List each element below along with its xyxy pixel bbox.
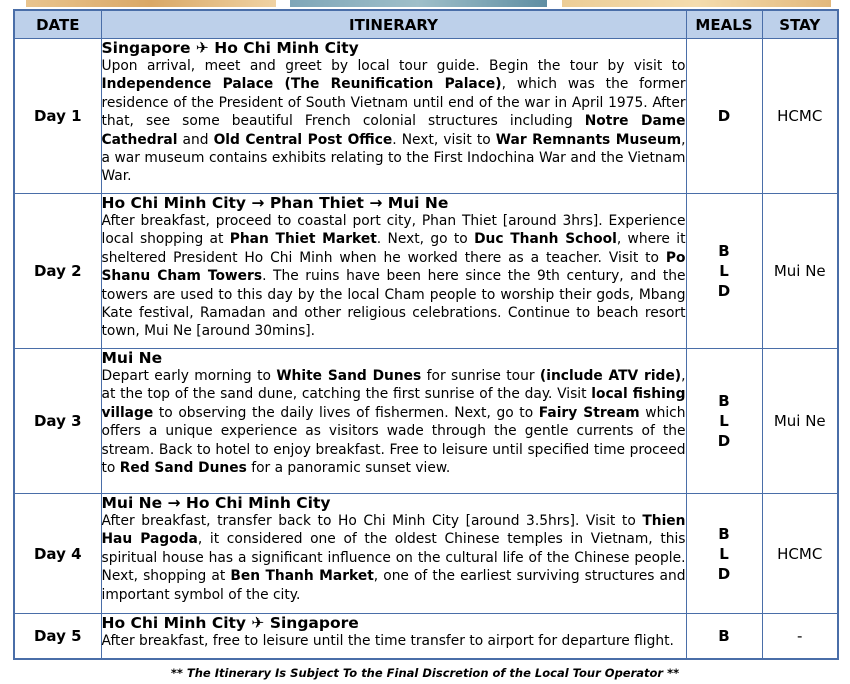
highlight-text: (include ATV ride) — [539, 368, 682, 384]
itinerary-footnote: ** The Itinerary Is Subject To the Final Discretion of the Local Tour Operator ** — [170, 666, 680, 680]
itinerary-body — [102, 632, 686, 650]
body-text: for a panoramic sunset view. — [246, 460, 451, 477]
itinerary-title: Mui Ne — [101, 349, 163, 367]
body-text: , where it sheltered President Ho Chi Minh when he worked there as a teacher. Visit to — [101, 231, 686, 266]
stay-cell: Mui Ne — [762, 194, 838, 349]
highlight-text: Thien Hau Pagoda — [101, 513, 686, 548]
body-text: to observing the daily lives of fishermen. Next, go to — [153, 404, 539, 421]
itinerary-title: Mui Ne → Ho Chi Minh City — [101, 494, 331, 512]
highlight-text: War Remnants Museum — [495, 131, 682, 148]
stay-cell: Mui Ne — [762, 349, 838, 494]
meals-cell — [686, 494, 762, 614]
meals-cell — [686, 39, 762, 194]
meal-code: L — [719, 544, 729, 563]
meal-code: B — [718, 392, 730, 410]
table-row-day-1 — [14, 39, 838, 194]
header-stay: STAY — [762, 10, 838, 39]
table-row-day-3 — [14, 349, 838, 494]
itinerary-cell — [101, 349, 686, 494]
body-text: , a war museum contains exhibits relating to the First Indochina War and the Vietnam War. — [101, 131, 686, 185]
meal-code: B — [718, 626, 730, 645]
highlight-text: Ben Thanh Market — [230, 568, 374, 585]
highlight-text: White Sand Dunes — [276, 368, 422, 384]
day-label: Day 2 — [14, 194, 101, 349]
highlight-text: Old Central Post Office — [213, 131, 393, 148]
stay-cell: HCMC — [762, 494, 838, 614]
body-text: for sunrise tour — [421, 368, 540, 384]
body-text: After breakfast, free to leisure until the time transfer to airport for departure flight. — [101, 633, 674, 649]
highlight-text: Phan Thiet Market — [229, 231, 377, 248]
header-photo-3 — [562, 0, 831, 7]
itinerary-title: Ho Chi Minh City → Phan Thiet → Mui Ne — [101, 194, 449, 212]
highlight-text: Po Shanu Cham Towers — [101, 249, 686, 285]
day-label: Day 5 — [14, 614, 101, 659]
itinerary-cell — [101, 194, 686, 349]
meals-cell — [686, 614, 762, 659]
highlight-text: Independence Palace (The Reunification Palace) — [101, 76, 502, 93]
itinerary-body — [102, 57, 686, 186]
highlight-text: Red Sand Dunes — [119, 460, 247, 477]
meal-code: B — [718, 242, 730, 260]
header-meals: MEALS — [686, 10, 762, 39]
body-text: and — [177, 131, 214, 148]
itinerary-body — [102, 512, 686, 604]
meals-cell — [686, 349, 762, 494]
stay-cell: - — [762, 614, 838, 659]
highlight-text: Fairy Stream — [538, 404, 640, 421]
meal-code: L — [719, 412, 729, 430]
meal-code: L — [719, 262, 729, 280]
itinerary-cell — [101, 494, 686, 614]
highlight-text: local fishing village — [101, 386, 686, 421]
body-text: , one of the earliest surviving structures and important symbol of the city. — [101, 568, 686, 603]
itinerary-cell — [101, 39, 686, 194]
table-row-day-2 — [14, 194, 838, 349]
day-label: Day 4 — [14, 494, 101, 614]
day-label: Day 3 — [14, 349, 101, 494]
body-text: . Next, go to — [376, 231, 475, 248]
highlight-text: Notre Dame Cathedral — [101, 113, 686, 148]
header-date: DATE — [14, 10, 101, 39]
itinerary-title: Singapore ✈ Ho Chi Minh City — [101, 39, 359, 57]
body-text: After breakfast, proceed to coastal port city, Phan Thiet [around 3hrs]. Experience local shopping at — [101, 213, 686, 248]
body-text: Depart early morning to — [101, 368, 277, 384]
highlight-text: Duc Thanh School — [474, 231, 617, 248]
body-text: . Next, visit to — [392, 131, 496, 148]
body-text: , it considered one of the oldest Chinese temples in Vietnam, this spiritual house has a significant influence on the cultural life of the Chinese people. Next, shopping at — [101, 531, 686, 585]
day-label: Day 1 — [14, 39, 101, 194]
itinerary-title: Ho Chi Minh City ✈ Singapore — [101, 614, 359, 632]
meal-code: D — [717, 564, 731, 583]
header-photo-strip — [0, 0, 850, 8]
itinerary-table — [13, 9, 839, 660]
meals-cell — [686, 194, 762, 349]
table-row-day-4 — [14, 494, 838, 614]
header-photo-2 — [290, 0, 547, 7]
body-text: , at the top of the sand dune, catching the first sunrise of the day. Visit — [101, 368, 686, 403]
itinerary-body — [102, 212, 686, 341]
body-text: After breakfast, transfer back to Ho Chi Minh City [around 3.5hrs]. Visit to — [101, 513, 643, 529]
stay-cell: HCMC — [762, 39, 838, 194]
table-header-row — [14, 10, 838, 39]
body-text: , which was the former residence of the President of South Vietnam until end of the war in April 1975. After that, see some beautiful French colonial structures including — [101, 76, 686, 130]
meal-code: D — [717, 432, 731, 450]
header-itinerary: ITINERARY — [101, 10, 686, 39]
header-photo-1 — [26, 0, 276, 7]
itinerary-cell — [101, 614, 686, 659]
meal-code: D — [717, 107, 731, 125]
body-text: . The ruins have been here since the 9th century, and the towers are used to this day by the local Cham people to worship their gods, Mbang Kate festival, Ramadan and other religious celebrations. Continue to beach resort town, Mui Ne [around 30mins]. — [101, 268, 686, 340]
itinerary-body — [102, 367, 686, 477]
table-row-day-5 — [14, 614, 838, 659]
meal-code: D — [717, 282, 731, 300]
body-text: Upon arrival, meet and greet by local tour guide. Begin the tour by visit to — [101, 58, 686, 74]
meal-code: B — [718, 524, 730, 543]
body-text: which offers a unique experience as visitors wade through the gentle currents of the stream. Back to hotel to enjoy breakfast. Free to leisure until specified time proceed to — [101, 404, 686, 477]
